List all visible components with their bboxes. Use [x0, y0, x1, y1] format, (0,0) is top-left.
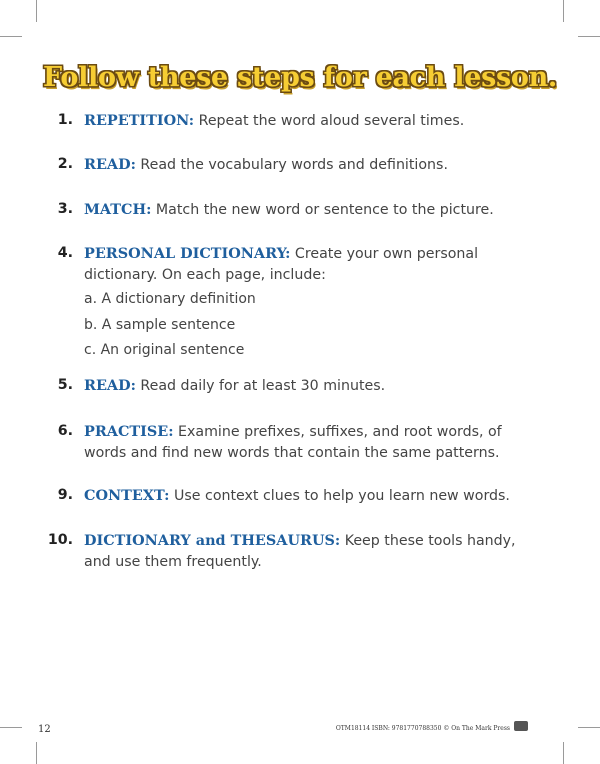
step-description: Read daily for at least 30 minutes. — [135, 378, 386, 394]
step-description: Examine prefixes, suffixes, and root words, of words and find new words that contain the same patterns. — [84, 424, 502, 461]
step-text — [84, 243, 534, 286]
step-keyword: READ: — [84, 156, 136, 173]
crop-mark — [563, 742, 564, 764]
sub-item: a. A dictionary definition — [84, 291, 256, 307]
step-number: 1. — [57, 112, 73, 128]
step-keyword: PERSONAL DICTIONARY: — [84, 245, 291, 262]
crop-mark — [0, 727, 22, 728]
step-number: 4. — [57, 245, 73, 261]
sub-item: b. A sample sentence — [84, 317, 236, 333]
step-keyword: READ: — [84, 377, 136, 394]
crop-mark — [578, 727, 600, 728]
step-text — [84, 421, 534, 464]
step-keyword: MATCH: — [84, 201, 152, 218]
step-number: 10. — [47, 532, 73, 548]
crop-mark — [563, 0, 564, 22]
step-number: 9. — [57, 487, 73, 503]
step-description: Keep these tools handy, and use them frequently. — [84, 533, 516, 570]
crop-mark — [36, 0, 37, 22]
step-description: Read the vocabulary words and definitions. — [135, 157, 448, 173]
step-description: Create your own personal dictionary. On each page, include: — [84, 246, 479, 283]
crop-mark — [578, 36, 600, 37]
step-number: 3. — [57, 201, 73, 217]
step-number: 2. — [57, 156, 73, 172]
step-text — [84, 199, 534, 221]
step-description: Match the new word or sentence to the picture. — [151, 202, 494, 218]
step-keyword: CONTEXT: — [84, 487, 170, 504]
step-keyword: PRACTISE: — [84, 423, 174, 440]
step-description: Use context clues to help you learn new words. — [169, 488, 510, 504]
step-text — [84, 110, 534, 132]
step-number: 6. — [57, 423, 73, 439]
step-description: Repeat the word aloud several times. — [194, 113, 465, 129]
page-number: 12 — [38, 724, 51, 735]
step-text — [84, 375, 534, 397]
step-text — [84, 154, 534, 176]
step-number: 5. — [57, 377, 73, 393]
crop-mark — [36, 742, 37, 764]
publisher-logo-icon — [514, 721, 528, 731]
step-keyword: DICTIONARY and THESAURUS: — [84, 532, 341, 549]
step-keyword: REPETITION: — [84, 112, 195, 129]
sub-item: c. An original sentence — [84, 342, 245, 358]
step-text — [84, 530, 534, 573]
step-text — [84, 485, 534, 507]
page-title: Follow these steps for each lesson. — [42, 62, 558, 93]
footer-info: OTM18114 ISBN: 9781770788350 © On The Mark Press — [335, 725, 510, 732]
crop-mark — [0, 36, 22, 37]
